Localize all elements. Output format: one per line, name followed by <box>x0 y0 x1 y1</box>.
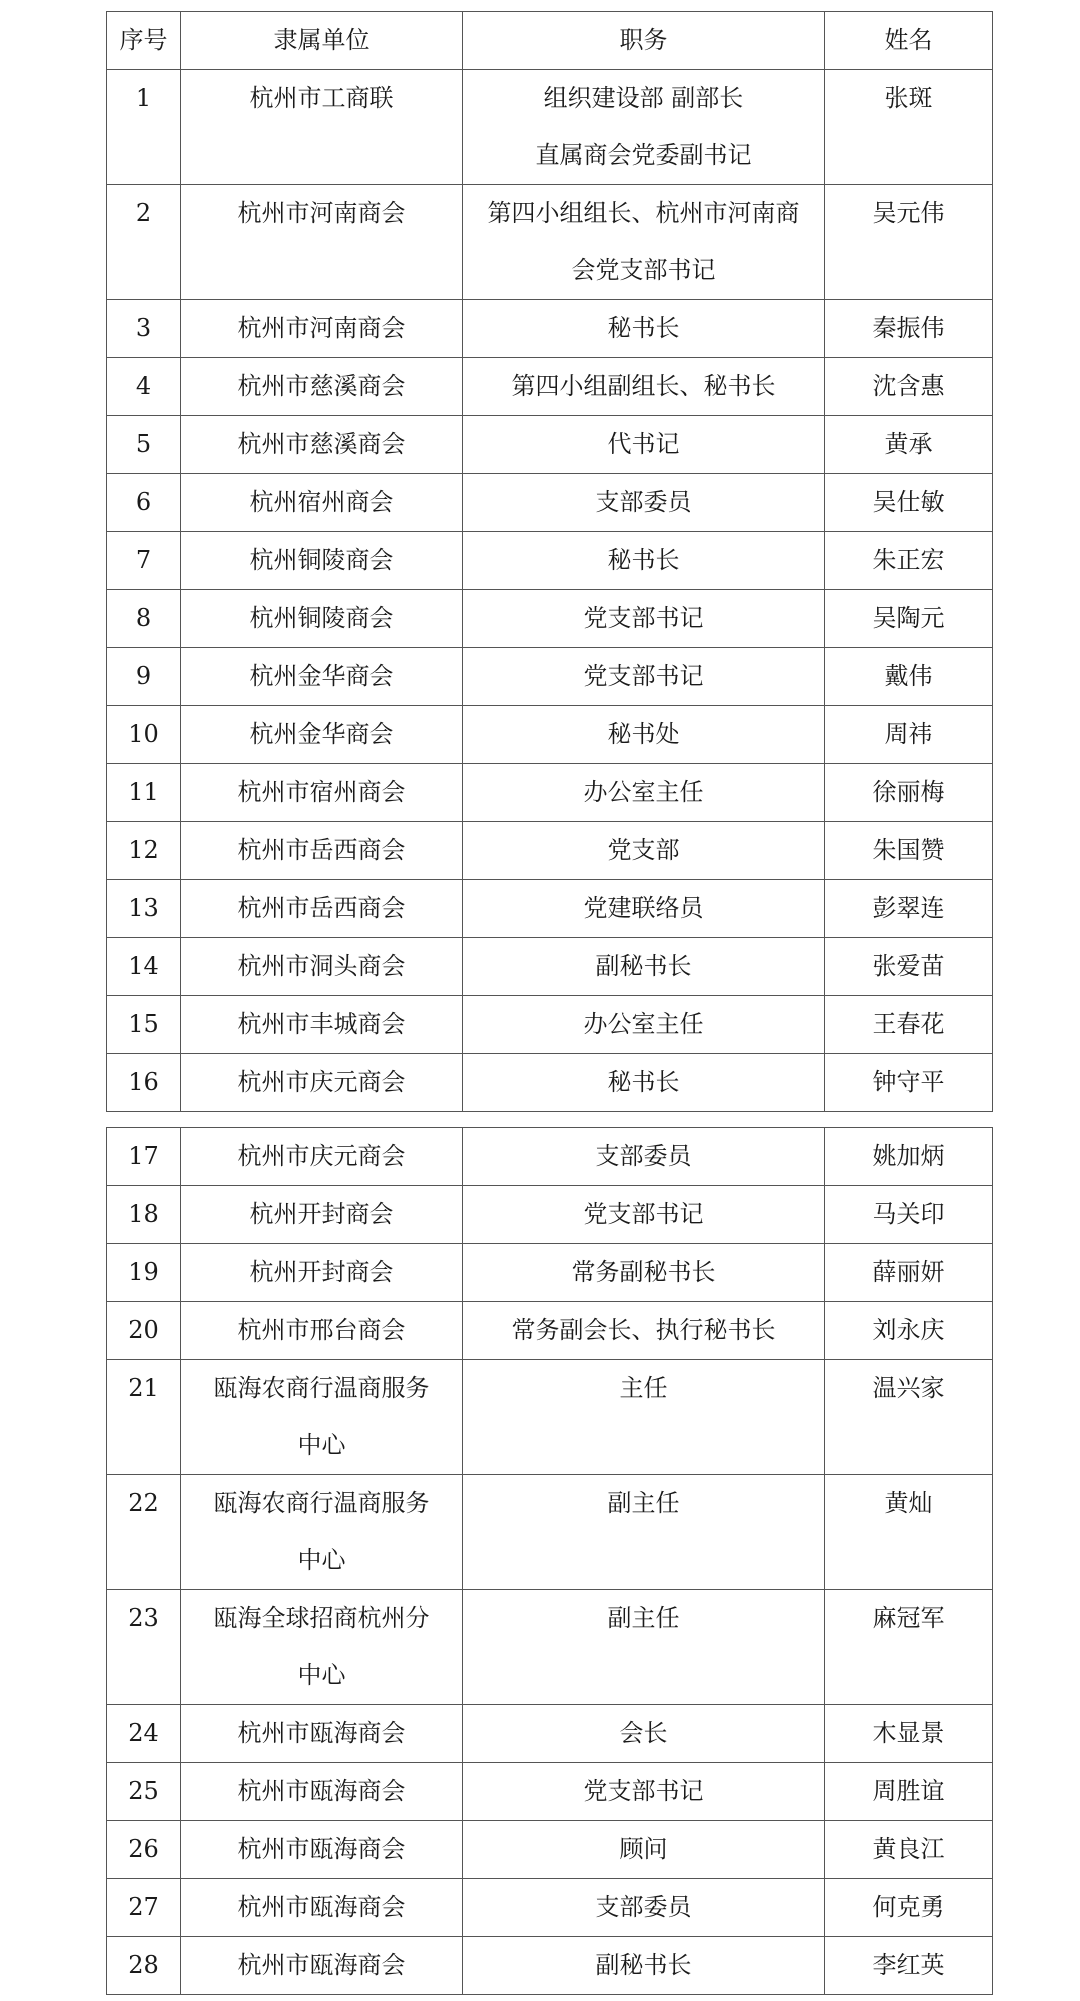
cell-unit <box>181 474 463 532</box>
cell-position <box>463 1054 825 1112</box>
cell-position <box>463 1705 825 1763</box>
cell-name-text: 温兴家 <box>872 1374 945 1402</box>
cell-position-text: 副主任 <box>607 1604 680 1632</box>
cell-position-text: 党支部书记 <box>583 604 704 632</box>
table-row <box>107 822 993 880</box>
table-header-row <box>107 12 993 70</box>
cell-no-text: 26 <box>128 1835 159 1863</box>
cell-name-text: 朱正宏 <box>872 546 945 574</box>
cell-position-text: 秘书长 <box>607 546 680 574</box>
cell-unit-text: 杭州市河南商会 <box>237 314 406 342</box>
cell-no <box>107 1360 181 1475</box>
cell-unit <box>181 358 463 416</box>
cell-unit <box>181 1244 463 1302</box>
cell-name-text: 吴仕敏 <box>872 488 945 516</box>
cell-position-text: 直属商会党委副书记 <box>535 141 752 169</box>
cell-unit-text: 杭州市河南商会 <box>237 199 406 227</box>
cell-no <box>107 706 181 764</box>
cell-position <box>463 185 825 300</box>
cell-unit <box>181 706 463 764</box>
cell-name <box>825 1821 993 1879</box>
cell-position-text: 第四小组副组长、秘书长 <box>511 372 776 400</box>
cell-name <box>825 1763 993 1821</box>
table-row <box>107 1360 993 1475</box>
cell-no <box>107 590 181 648</box>
cell-name <box>825 300 993 358</box>
table-row <box>107 416 993 474</box>
cell-unit <box>181 1937 463 1995</box>
cell-unit-text: 中心 <box>297 1661 346 1689</box>
cell-position <box>463 1879 825 1937</box>
cell-unit-text: 杭州开封商会 <box>249 1200 394 1228</box>
cell-unit <box>181 1705 463 1763</box>
cell-no-text: 3 <box>135 314 152 342</box>
table-row <box>107 1186 993 1244</box>
cell-position-text: 常务副会长、执行秘书长 <box>511 1316 776 1344</box>
cell-no <box>107 1705 181 1763</box>
cell-no-text: 12 <box>128 836 159 864</box>
cell-name-text: 何克勇 <box>872 1893 945 1921</box>
cell-no-text: 14 <box>128 952 159 980</box>
table-row <box>107 996 993 1054</box>
cell-position <box>463 474 825 532</box>
cell-position <box>463 416 825 474</box>
table-row <box>107 300 993 358</box>
table-row <box>107 358 993 416</box>
cell-name-text: 刘永庆 <box>872 1316 945 1344</box>
cell-unit-text: 杭州市瓯海商会 <box>237 1719 406 1747</box>
cell-unit <box>181 764 463 822</box>
cell-name <box>825 1705 993 1763</box>
cell-name-text: 徐丽梅 <box>872 778 945 806</box>
cell-unit-text: 中心 <box>297 1546 346 1574</box>
cell-position-text: 支部委员 <box>595 1142 692 1170</box>
cell-no-text: 11 <box>128 778 159 806</box>
table-row <box>107 1821 993 1879</box>
cell-unit <box>181 300 463 358</box>
cell-name <box>825 70 993 185</box>
cell-no-text: 7 <box>135 546 152 574</box>
cell-unit-text: 杭州铜陵商会 <box>249 604 394 632</box>
cell-position <box>463 706 825 764</box>
cell-position <box>463 938 825 996</box>
cell-name-text: 薛丽妍 <box>872 1258 945 1286</box>
cell-position-text: 副主任 <box>607 1489 680 1517</box>
cell-position <box>463 1475 825 1590</box>
cell-unit <box>181 1360 463 1475</box>
cell-no <box>107 1821 181 1879</box>
cell-unit-text: 杭州市邢台商会 <box>237 1316 406 1344</box>
cell-name-text: 吴元伟 <box>872 199 945 227</box>
table-row <box>107 1475 993 1590</box>
cell-position-text: 代书记 <box>607 430 680 458</box>
cell-name-text: 木显景 <box>872 1719 945 1747</box>
header-no: 序号 <box>107 12 181 70</box>
cell-no-text: 17 <box>128 1142 159 1170</box>
cell-name <box>825 532 993 590</box>
cell-position <box>463 1128 825 1186</box>
cell-position-text: 秘书长 <box>607 1068 680 1096</box>
cell-no-text: 21 <box>128 1374 159 1402</box>
cell-position <box>463 300 825 358</box>
cell-position <box>463 532 825 590</box>
cell-no-text: 19 <box>128 1258 159 1286</box>
table-row <box>107 880 993 938</box>
cell-unit-text: 杭州金华商会 <box>249 720 394 748</box>
table-row <box>107 70 993 185</box>
cell-no <box>107 1879 181 1937</box>
cell-name-text: 张斑 <box>884 84 933 112</box>
cell-name-text: 王春花 <box>872 1010 945 1038</box>
header-unit: 隶属单位 <box>181 12 463 70</box>
cell-unit-text: 瓯海农商行温商服务 <box>213 1374 430 1402</box>
cell-unit <box>181 938 463 996</box>
cell-no-text: 28 <box>128 1951 159 1979</box>
cell-unit-text: 杭州市慈溪商会 <box>237 372 406 400</box>
cell-unit-text: 杭州市工商联 <box>249 84 394 112</box>
cell-name <box>825 1054 993 1112</box>
cell-position-text: 会党支部书记 <box>571 256 716 284</box>
cell-unit-text: 杭州市宿州商会 <box>237 778 406 806</box>
cell-unit-text: 中心 <box>297 1431 346 1459</box>
cell-name-text: 周胜谊 <box>872 1777 945 1805</box>
cell-position <box>463 70 825 185</box>
table-row <box>107 764 993 822</box>
cell-unit <box>181 1763 463 1821</box>
cell-no <box>107 1186 181 1244</box>
cell-position-text: 秘书处 <box>607 720 680 748</box>
cell-position-text: 支部委员 <box>595 488 692 516</box>
cell-no-text: 16 <box>128 1068 159 1096</box>
cell-no-text: 6 <box>135 488 152 516</box>
cell-unit <box>181 1302 463 1360</box>
cell-position <box>463 1302 825 1360</box>
cell-name <box>825 1360 993 1475</box>
cell-position-text: 主任 <box>619 1374 668 1402</box>
cell-position-text: 秘书长 <box>607 314 680 342</box>
header-position: 职务 <box>463 12 825 70</box>
cell-unit <box>181 1186 463 1244</box>
cell-position-text: 党支部书记 <box>583 1777 704 1805</box>
cell-name <box>825 474 993 532</box>
cell-name-text: 姚加炳 <box>872 1142 945 1170</box>
cell-name <box>825 1879 993 1937</box>
cell-position-text: 会长 <box>619 1719 668 1747</box>
cell-name <box>825 938 993 996</box>
cell-unit-text: 杭州市岳西商会 <box>237 836 406 864</box>
cell-position-text: 支部委员 <box>595 1893 692 1921</box>
cell-unit-text: 杭州市瓯海商会 <box>237 1835 406 1863</box>
cell-no-text: 15 <box>128 1010 159 1038</box>
cell-name <box>825 1186 993 1244</box>
cell-unit <box>181 996 463 1054</box>
cell-name-text: 黄良江 <box>872 1835 945 1863</box>
cell-unit <box>181 1475 463 1590</box>
cell-name-text: 黄承 <box>884 430 933 458</box>
cell-name <box>825 996 993 1054</box>
cell-name <box>825 764 993 822</box>
cell-position <box>463 1244 825 1302</box>
cell-position <box>463 996 825 1054</box>
cell-unit <box>181 1821 463 1879</box>
cell-name <box>825 590 993 648</box>
cell-unit <box>181 1590 463 1705</box>
cell-position-text: 党建联络员 <box>583 894 704 922</box>
cell-no-text: 27 <box>128 1893 159 1921</box>
cell-name <box>825 648 993 706</box>
cell-name-text: 秦振伟 <box>872 314 945 342</box>
cell-position-text: 组织建设部 副部长 <box>543 84 744 112</box>
cell-position <box>463 880 825 938</box>
cell-unit <box>181 1054 463 1112</box>
cell-name-text: 周祎 <box>884 720 933 748</box>
cell-no-text: 24 <box>128 1719 159 1747</box>
cell-no-text: 2 <box>135 199 152 227</box>
cell-unit-text: 杭州市瓯海商会 <box>237 1893 406 1921</box>
cell-name <box>825 880 993 938</box>
cell-name <box>825 706 993 764</box>
cell-no-text: 4 <box>135 372 152 400</box>
cell-name <box>825 1590 993 1705</box>
cell-name <box>825 1128 993 1186</box>
cell-unit-text: 杭州市洞头商会 <box>237 952 406 980</box>
cell-position-text: 常务副秘书长 <box>571 1258 716 1286</box>
cell-no <box>107 1128 181 1186</box>
cell-unit-text: 杭州金华商会 <box>249 662 394 690</box>
cell-unit <box>181 880 463 938</box>
cell-name-text: 戴伟 <box>884 662 933 690</box>
cell-no <box>107 474 181 532</box>
cell-no-text: 8 <box>135 604 152 632</box>
table-row <box>107 532 993 590</box>
cell-unit-text: 瓯海全球招商杭州分 <box>213 1604 430 1632</box>
cell-no <box>107 1590 181 1705</box>
cell-unit-text: 杭州市岳西商会 <box>237 894 406 922</box>
cell-no <box>107 416 181 474</box>
cell-no-text: 25 <box>128 1777 159 1805</box>
cell-name-text: 朱国赞 <box>872 836 945 864</box>
cell-no <box>107 1937 181 1995</box>
cell-no-text: 22 <box>128 1489 159 1517</box>
cell-no-text: 10 <box>128 720 159 748</box>
cell-name <box>825 1302 993 1360</box>
cell-unit-text: 杭州市庆元商会 <box>237 1068 406 1096</box>
cell-position <box>463 648 825 706</box>
cell-position-text: 办公室主任 <box>583 778 704 806</box>
cell-name-text: 马关印 <box>872 1200 945 1228</box>
cell-position <box>463 1360 825 1475</box>
cell-unit <box>181 70 463 185</box>
personnel-table-part-1 <box>106 11 993 1112</box>
cell-name-text: 彭翠连 <box>872 894 945 922</box>
cell-position <box>463 590 825 648</box>
cell-name <box>825 185 993 300</box>
cell-unit <box>181 1879 463 1937</box>
cell-no <box>107 648 181 706</box>
cell-position-text: 第四小组组长、杭州市河南商 <box>487 199 800 227</box>
cell-name-text: 麻冠军 <box>872 1604 945 1632</box>
cell-position <box>463 764 825 822</box>
cell-name-text: 吴陶元 <box>872 604 945 632</box>
cell-no <box>107 1763 181 1821</box>
cell-no <box>107 1244 181 1302</box>
table-row <box>107 1937 993 1995</box>
cell-name-text: 钟守平 <box>872 1068 945 1096</box>
cell-name <box>825 822 993 880</box>
cell-name <box>825 358 993 416</box>
cell-no-text: 5 <box>135 430 152 458</box>
table-row <box>107 1054 993 1112</box>
cell-no <box>107 70 181 185</box>
cell-name <box>825 416 993 474</box>
cell-unit <box>181 185 463 300</box>
cell-name-text: 李红英 <box>872 1951 945 1979</box>
cell-unit <box>181 648 463 706</box>
cell-name <box>825 1475 993 1590</box>
cell-position <box>463 1937 825 1995</box>
cell-no <box>107 1302 181 1360</box>
cell-unit-text: 杭州宿州商会 <box>249 488 394 516</box>
table-row <box>107 1302 993 1360</box>
cell-position <box>463 358 825 416</box>
cell-unit-text: 瓯海农商行温商服务 <box>213 1489 430 1517</box>
cell-position <box>463 822 825 880</box>
table-row <box>107 590 993 648</box>
cell-position-text: 副秘书长 <box>595 952 692 980</box>
table-row <box>107 474 993 532</box>
cell-no <box>107 822 181 880</box>
cell-no <box>107 1475 181 1590</box>
table-row <box>107 185 993 300</box>
cell-unit <box>181 416 463 474</box>
cell-unit-text: 杭州市丰城商会 <box>237 1010 406 1038</box>
cell-position <box>463 1821 825 1879</box>
cell-position-text: 党支部 <box>607 836 680 864</box>
cell-unit-text: 杭州市慈溪商会 <box>237 430 406 458</box>
cell-position-text: 党支部书记 <box>583 662 704 690</box>
cell-no <box>107 1054 181 1112</box>
cell-no <box>107 185 181 300</box>
cell-position-text: 副秘书长 <box>595 1951 692 1979</box>
table-row <box>107 938 993 996</box>
cell-no <box>107 764 181 822</box>
cell-unit <box>181 532 463 590</box>
cell-no <box>107 532 181 590</box>
table-row <box>107 1244 993 1302</box>
cell-position-text: 顾问 <box>619 1835 668 1863</box>
cell-unit-text: 杭州市瓯海商会 <box>237 1951 406 1979</box>
cell-unit <box>181 590 463 648</box>
cell-unit <box>181 822 463 880</box>
cell-position <box>463 1186 825 1244</box>
cell-unit-text: 杭州市瓯海商会 <box>237 1777 406 1805</box>
cell-position <box>463 1590 825 1705</box>
table-row <box>107 648 993 706</box>
cell-unit-text: 杭州市庆元商会 <box>237 1142 406 1170</box>
table-row <box>107 1590 993 1705</box>
cell-name-text: 黄灿 <box>884 1489 933 1517</box>
table-row <box>107 1879 993 1937</box>
cell-name-text: 张爱苗 <box>872 952 945 980</box>
table-row <box>107 1705 993 1763</box>
cell-unit <box>181 1128 463 1186</box>
cell-unit-text: 杭州开封商会 <box>249 1258 394 1286</box>
table-row <box>107 1763 993 1821</box>
cell-no <box>107 358 181 416</box>
cell-position <box>463 1763 825 1821</box>
cell-no-text: 1 <box>135 84 152 112</box>
cell-name <box>825 1244 993 1302</box>
cell-no <box>107 300 181 358</box>
cell-no-text: 20 <box>128 1316 159 1344</box>
cell-no-text: 13 <box>128 894 159 922</box>
cell-no <box>107 996 181 1054</box>
cell-unit-text: 杭州铜陵商会 <box>249 546 394 574</box>
cell-no <box>107 880 181 938</box>
header-name: 姓名 <box>825 12 993 70</box>
cell-position-text: 办公室主任 <box>583 1010 704 1038</box>
cell-no <box>107 938 181 996</box>
personnel-table-part-2 <box>106 1127 993 1995</box>
table-row <box>107 706 993 764</box>
cell-position-text: 党支部书记 <box>583 1200 704 1228</box>
cell-name-text: 沈含惠 <box>872 372 945 400</box>
cell-no-text: 18 <box>128 1200 159 1228</box>
cell-no-text: 23 <box>128 1604 159 1632</box>
cell-no-text: 9 <box>135 662 152 690</box>
cell-name <box>825 1937 993 1995</box>
table-row <box>107 1128 993 1186</box>
